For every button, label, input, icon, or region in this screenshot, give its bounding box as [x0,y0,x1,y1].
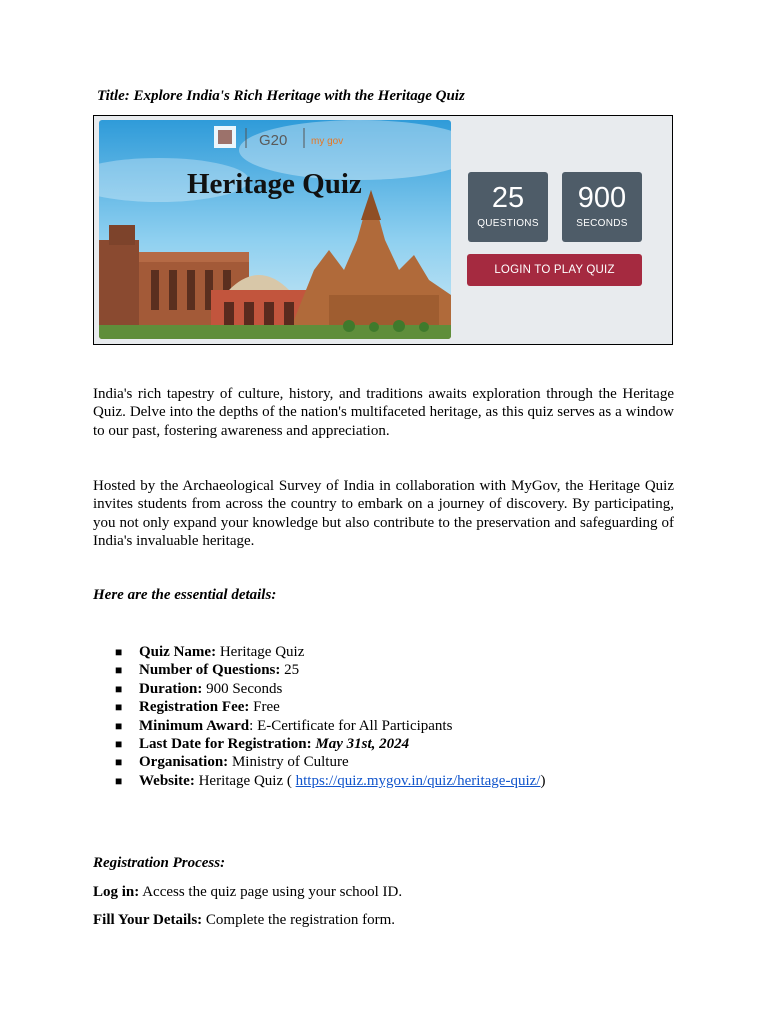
seconds-stat [562,172,642,242]
square-bullet-icon: ■ [115,700,123,715]
website-link[interactable]: https://quiz.mygov.in/quiz/heritage-quiz/ [295,772,541,789]
square-bullet-icon: ■ [115,681,123,696]
details-list [115,643,545,790]
step-login [93,884,402,901]
detail-label: Registration Fee: [139,699,250,716]
detail-label: Number of Questions: [139,662,281,679]
seconds-count: 900 [577,182,627,214]
detail-value: : E-Certificate for All Participants [249,717,453,734]
square-bullet-icon: ■ [115,718,123,733]
list-item [115,753,545,771]
details-heading: Here are the essential details: [93,587,277,603]
step-text: Complete the registration form. [205,912,396,928]
detail-label: Organisation: [139,754,229,771]
website-suffix: ) [540,772,546,789]
quiz-banner [93,115,673,345]
mygov-logo: my gov [311,136,344,147]
questions-count: 25 [491,182,525,214]
registration-heading: Registration Process: [93,855,226,871]
heritage-quiz-banner-image [99,120,451,339]
detail-value: 900 Seconds [206,680,283,697]
square-bullet-icon: ■ [115,737,123,752]
questions-label: QUESTIONS [477,218,539,229]
square-bullet-icon: ■ [115,773,123,788]
step-text: Access the quiz page using your school ID. [142,884,403,900]
list-item [115,643,545,661]
detail-value: Ministry of Culture [231,754,349,771]
square-bullet-icon: ■ [115,645,123,659]
banner-heading: Heritage Quiz [187,168,362,200]
detail-label: Last Date for Registration: [139,736,312,753]
step-fill-details [93,912,395,929]
detail-value: May 31st, 2024 [315,736,410,753]
g20-logo: G20 [259,132,288,149]
detail-value: Free [253,699,280,716]
list-item [115,717,545,735]
detail-value: 25 [284,662,300,679]
detail-label: Duration: [139,680,203,697]
detail-label: Quiz Name: [139,644,217,660]
website-prefix: Heritage Quiz ( [198,772,292,789]
detail-value: Heritage Quiz [219,644,305,660]
square-bullet-icon: ■ [115,755,123,770]
step-label: Log in: [93,884,140,900]
questions-stat [468,172,548,242]
step-label: Fill Your Details: [93,912,203,928]
host-paragraph: Hosted by the Archaeological Survey of India in collaboration with MyGov, the Heritage Quiz invites students from across the country to embark on a journey of discovery. By participating, you not only expand your knowledge but also contribute to the preservation and safeguarding of India's invaluable heritage. [93,478,674,549]
square-bullet-icon: ■ [115,663,123,678]
list-item [115,680,545,698]
list-item [115,698,545,716]
detail-label: Minimum Award [139,717,250,734]
login-to-play-button[interactable]: LOGIN TO PLAY QUIZ [467,254,642,286]
list-item [115,735,545,753]
detail-label: Website: [139,772,195,789]
seconds-label: SECONDS [576,218,628,229]
intro-paragraph: India's rich tapestry of culture, history, and traditions awaits exploration through the Heritage Quiz. Delve into the depths of the nation's multifaceted heritage, as this quiz serves as a window to our past, fostering awareness and appreciation. [93,386,674,439]
list-item [115,772,545,790]
document-title: Title: Explore India's Rich Heritage with the Heritage Quiz [97,88,465,104]
list-item [115,661,545,679]
